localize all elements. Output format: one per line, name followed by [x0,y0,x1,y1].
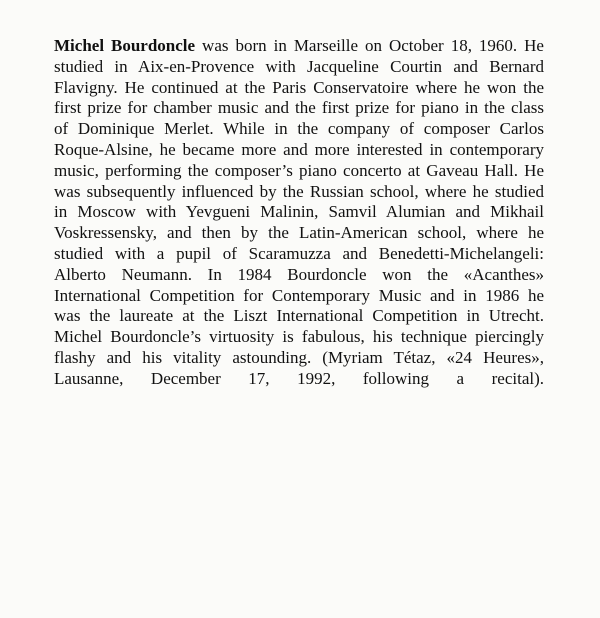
bio-line-17: Lausanne, December 17, 1992, following a recital). [54,368,544,388]
bio-line-5: of Dominique Merlet. While in the company of composer Carlos [54,119,544,139]
bio-line-13: International Competition for Contemporary Music and in 1986 he [54,285,544,305]
bio-line-7: music, performing the composer’s piano concerto at Gaveau Hall. He [54,160,544,180]
bio-line-1-text: was born in Marseille on October 18, 1960. He [195,36,544,55]
bio-line-3: Flavigny. He continued at the Paris Conservatoire where he won the [54,77,544,97]
bio-line-8: was subsequently influenced by the Russian school, where he studied [54,181,544,201]
bio-line-6: Roque-Alsine, he became more and more interested in contemporary [54,139,544,159]
bio-line-15: Michel Bourdoncle’s virtuosity is fabulous, his technique piercingly [54,327,544,347]
bio-line-10: Voskressensky, and then by the Latin-American school, where he [54,223,544,243]
bio-line-12: Alberto Neumann. In 1984 Bourdoncle won the «Acanthes» [54,264,544,284]
biography-paragraph [54,36,544,390]
bio-line-4: first prize for chamber music and the first prize for piano in the class [54,98,544,118]
bio-line-11: studied with a pupil of Scaramuzza and Benedetti-Michelangeli: [54,243,544,263]
bio-line-9: in Moscow with Yevgueni Malinin, Samvil Alumian and Mikhail [54,202,544,222]
bio-line-16: flashy and his vitality astounding. (Myriam Tétaz, «24 Heures», [54,347,544,367]
bio-line-14: was the laureate at the Liszt International Competition in Utrecht. [54,306,544,326]
bio-line-1 [54,36,544,57]
artist-name: Michel Bourdoncle [54,36,196,55]
bio-line-2: studied in Aix-en-Provence with Jacqueline Courtin and Bernard [54,56,544,76]
